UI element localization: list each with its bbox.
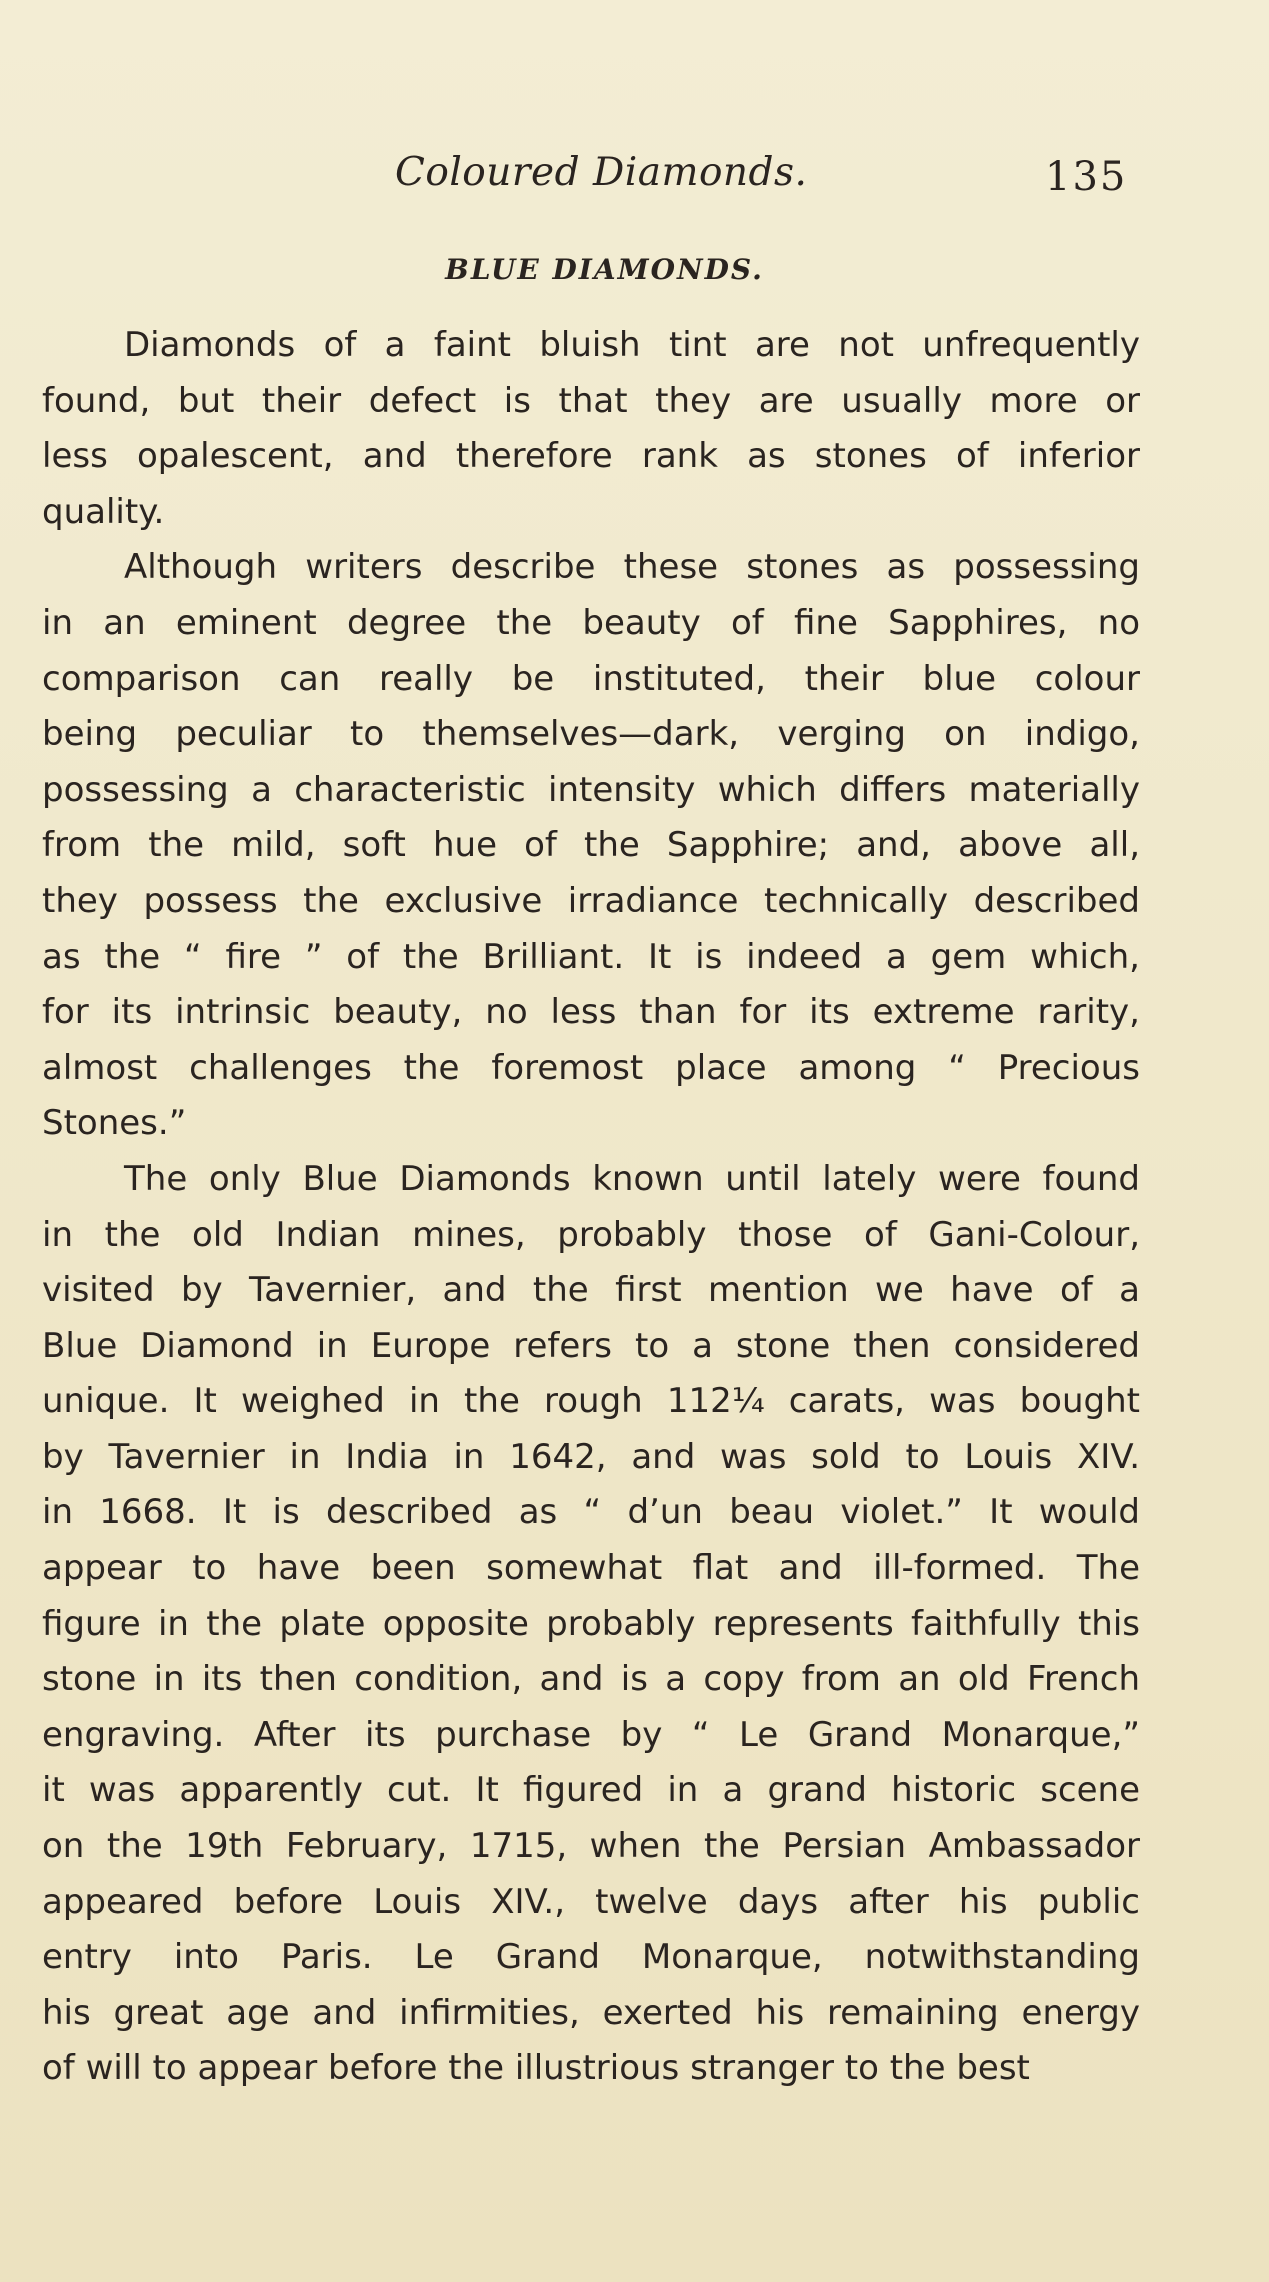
text-line: possessing a characteristic intensity which differs materially (42, 769, 1140, 810)
text-line: in the old Indian mines, probably those of Gani-Colour, (42, 1214, 1140, 1255)
text-line: entry into Paris. Le Grand Monarque, notwithstanding (42, 1937, 1140, 1978)
text-line: from the mild, soft hue of the Sapphire; and, above all, (42, 825, 1140, 866)
text-line: appear to have been somewhat flat and ill-formed. The (42, 1548, 1140, 1589)
text-line: visited by Tavernier, and the first mention we have of a (42, 1270, 1140, 1311)
text-line: they possess the exclusive irradiance technically described (42, 880, 1140, 921)
text-line: Diamonds of a faint bluish tint are not unfrequently (124, 325, 1140, 365)
text-line: The only Blue Diamonds known until lately were found (124, 1158, 1140, 1199)
text-line: of will to appear before the illustrious stranger to the best (42, 2048, 1030, 2089)
text-line: as the “ fire ” of the Brilliant. It is indeed a gem which, (42, 936, 1140, 977)
text-line: it was apparently cut. It figured in a grand historic scene (42, 1770, 1140, 1811)
text-line: in 1668. It is described as “ d’un beau violet.” It would (42, 1492, 1140, 1533)
text-line: Stones.” (42, 1103, 187, 1144)
text-line: engraving. After its purchase by “ Le Grand Monarque,” (42, 1714, 1140, 1755)
text-line: less opalescent, and therefore rank as stones of inferior (42, 436, 1140, 477)
text-line: unique. It weighed in the rough 112¼ carats, was bought (42, 1381, 1140, 1422)
text-line: his great age and infirmities, exerted his remaining energy (42, 1992, 1140, 2033)
text-line: stone in its then condition, and is a copy from an old French (42, 1659, 1140, 1700)
text-line: being peculiar to themselves—dark, verging on indigo, (42, 714, 1140, 755)
text-line: in an eminent degree the beauty of fine Sapphires, no (42, 602, 1140, 643)
text-line: figure in the plate opposite probably represents faithfully this (42, 1603, 1140, 1644)
text-line: comparison can really be instituted, their blue colour (42, 658, 1140, 699)
text-line: Although writers describe these stones as possessing (124, 547, 1140, 588)
paragraph (42, 1152, 1140, 2097)
body-text (42, 318, 1140, 2097)
running-head (0, 150, 1269, 210)
text-line: quality. (42, 491, 165, 532)
text-line: by Tavernier in India in 1642, and was sold to Louis XIV. (42, 1436, 1140, 1477)
paragraph (42, 318, 1140, 540)
text-line: appeared before Louis XIV., twelve days after his public (42, 1881, 1140, 1922)
text-line: found, but their defect is that they are usually more or (42, 380, 1140, 421)
text-line: Blue Diamond in Europe refers to a stone then considered (42, 1325, 1140, 1366)
paragraph (42, 540, 1140, 1152)
text-line: on the 19th February, 1715, when the Persian Ambassador (42, 1826, 1140, 1867)
running-title: Coloured Diamonds. (395, 150, 808, 195)
text-line: almost challenges the foremost place among “ Precious (42, 1047, 1140, 1088)
page-number: 135 (1045, 154, 1128, 200)
section-heading: BLUE DIAMONDS. (445, 253, 764, 286)
text-line: for its intrinsic beauty, no less than for its extreme rarity, (42, 992, 1140, 1033)
